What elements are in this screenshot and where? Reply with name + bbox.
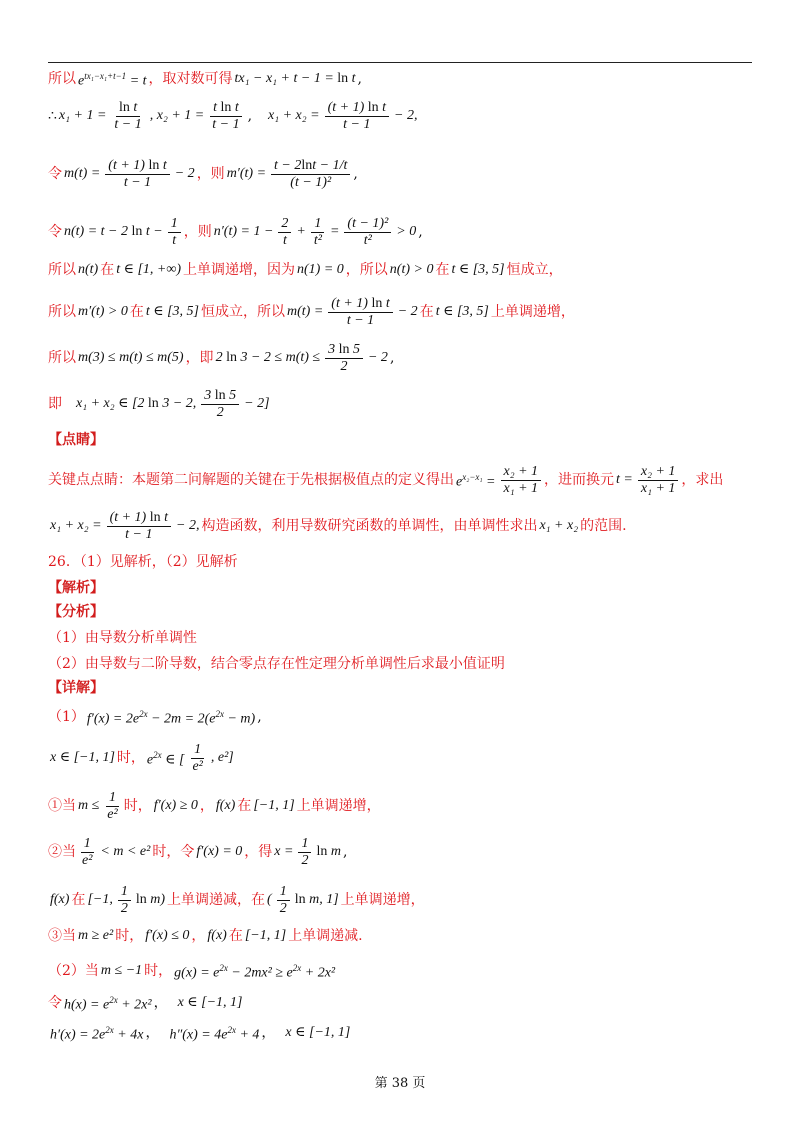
formula: $e^{2x}$ ∈ [ xyxy=(146,750,185,768)
fraction: $\frac{2}{t}$ xyxy=(278,216,291,249)
text: 在 xyxy=(71,892,86,908)
text: 上单调递增， xyxy=(340,892,425,908)
text: 令 xyxy=(48,994,62,1011)
line-23 xyxy=(48,926,363,946)
formula: 2 ln 3 − 2 ≤ m(t) ≤ xyxy=(215,350,321,365)
line-21: ②当 $\frac{1}{\text{e²}}$ < m < e² 时，令 f′(x) = 0 ，得 x = $\frac{1}{2}$ ln m , xyxy=(48,835,348,868)
fraction: $\frac{1}{\text{e²}}$ xyxy=(82,835,93,868)
formula: m ≤ xyxy=(78,798,100,813)
text: ，所以 xyxy=(345,262,388,278)
text: 时， xyxy=(144,962,173,979)
line-11: x₁ + x₂ = $\frac{\text{(t + 1) ln t}}{t - 1}$ − 2, 构造函数，利用导数研究函数的单调性，由单调性求出 x₁ + x₂ 的范围. xyxy=(50,509,627,542)
text: ，求出 xyxy=(681,472,724,488)
formula: t ∈ [1, +∞) xyxy=(116,262,182,277)
formula: m ≥ e² xyxy=(78,928,114,943)
text: 关键点点睛：本题第二问解题的关键在于先根据极值点的定义得出 xyxy=(48,472,454,488)
text: 在 xyxy=(435,262,450,278)
formula: x ∈ [−1, 1] xyxy=(285,1024,351,1040)
formula: m′(t) = xyxy=(226,166,267,181)
formula: t = xyxy=(616,472,633,487)
text: ，进而换元 xyxy=(544,472,615,488)
line-19: x ∈ [−1, 1] 时， $e^{2x}$ ∈ [ $\frac{1}{\text{e²}}$ , e²] xyxy=(50,741,234,774)
line-7: 所以 m(3) ≤ m(t) ≤ m(5) ，即 2 ln 3 − 2 ≤ m(t) ≤ $\frac{3 \ln 5}{2}$ − 2 , xyxy=(48,341,395,374)
line-22: f(x) 在 [−1, $\frac{1}{2}$ ln m) 上单调递减，在 ( $\frac{1}{2}$ ln m, 1] 上单调递增， xyxy=(50,883,425,916)
formula: n(t) xyxy=(78,262,99,277)
fraction: $\frac{1}{2}$ xyxy=(298,836,311,869)
formula: − 2 xyxy=(174,166,195,181)
line-17 xyxy=(48,678,104,698)
page-number: 第 38 页 xyxy=(374,1076,426,1091)
formula: x₁ + x₂ = xyxy=(50,518,102,533)
fraction: $\frac{1}{2}$ xyxy=(118,884,131,917)
text: 所以 xyxy=(48,70,76,87)
text: 所以 xyxy=(48,304,76,320)
formula: x₁ + x₂ ∈ [2 ln 3 − 2, xyxy=(76,396,197,411)
text: ， xyxy=(153,994,168,1011)
text: 在 xyxy=(419,304,434,320)
text: ③当 xyxy=(48,928,76,944)
fraction: $\frac{t - 2\ln t - 1/t}{\text{(t − 1)²}}$ xyxy=(271,158,350,191)
formula: m′(t) > 0 xyxy=(78,304,128,319)
section-heading: 【分析】 xyxy=(48,604,104,620)
fraction: $\frac{3 \ln 5}{2}$ xyxy=(201,388,239,421)
text: （2）由导数与二阶导数，结合零点存在性定理分析单调性后求最小值证明 xyxy=(48,656,505,672)
text: 时， xyxy=(123,798,152,814)
line-1: 所以 $e^{tx_1-x_1+t-1} = t$ ，取对数可得 tx₁ − x₁ + t − 1 = ln t , xyxy=(48,66,362,92)
text: ， xyxy=(145,1024,160,1041)
formula: [−1, 1] xyxy=(253,798,295,813)
formula: tx₁ − x₁ + t − 1 = ln t xyxy=(234,70,356,86)
text: 恒成立， xyxy=(506,262,563,278)
text: 上单调递增， xyxy=(296,798,381,814)
fraction: $\frac{\text{(t + 1) ln t}}{t - 1}$ xyxy=(325,100,389,133)
formula: $e^{tx_1-x_1+t-1} = t$ xyxy=(78,71,147,89)
fraction: $\frac{3 \ln 5}{2}$ xyxy=(325,342,363,375)
formula: f(x) xyxy=(215,798,236,813)
text: 在 xyxy=(100,262,115,278)
text: ②当 xyxy=(48,844,76,860)
text: ①当 xyxy=(48,798,76,814)
fraction: $\frac{1}{\text{e²}}$ xyxy=(107,789,118,822)
line-12 xyxy=(48,552,238,572)
line-2: ∴ x₁ + 1 = $\frac{\text{ln t}}{t - 1}$ , x₂ + 1 = $\frac{\text{t ln t}}{t - 1}$ , x₁ + x₂ = $\frac{\text{(t + 1) ln t}}{t - 1}$ − 2, xyxy=(48,99,418,132)
formula: $e^{x_2-x_1}$ = xyxy=(456,472,496,490)
fraction: $\frac{1}{t}$ xyxy=(168,216,181,249)
formula: $h'(x) = 2e^{2x} + 4x$ xyxy=(50,1025,144,1043)
formula: f′(x) = 0 xyxy=(196,844,243,859)
line-26 xyxy=(48,1020,352,1046)
fraction: $\frac{\text{x₂ + 1}}{\text{x₁ + 1}}$ xyxy=(638,464,679,497)
formula: n′(t) = 1 − xyxy=(213,224,274,239)
formula: x = xyxy=(274,844,294,859)
line-16 xyxy=(48,654,505,674)
formula: − 2, xyxy=(394,108,418,123)
text: 时， xyxy=(115,928,144,944)
formula: [−1, xyxy=(87,892,113,907)
text: 即 xyxy=(48,396,62,412)
text: 上单调递增，因为 xyxy=(183,262,296,278)
text: 恒成立，所以 xyxy=(201,304,285,320)
fraction: $\frac{1}{\text{t²}}$ xyxy=(311,216,325,249)
text: （1） xyxy=(48,708,85,725)
line-3: 令 m(t) = $\frac{\text{(t + 1) ln t}}{t - 1}$ − 2 ，则 m′(t) = $\frac{t - 2\ln t - 1/t}{\text{(t − 1)²}}$ , xyxy=(48,157,358,190)
text: （1）由导数分析单调性 xyxy=(48,630,197,646)
formula: $h(x) = e^{2x} + 2x^2$ xyxy=(64,995,152,1013)
formula: m(t) = xyxy=(287,304,324,319)
fraction: $\frac{\text{(t + 1) ln t}}{t - 1}$ xyxy=(107,510,171,543)
line-13 xyxy=(48,578,104,598)
text: 所以 xyxy=(48,262,76,278)
line-18: （1） $f'(x) = 2e^{2x} - 2m = 2(e^{2x} - m)$ , xyxy=(48,704,262,730)
text: ，则 xyxy=(196,166,225,182)
text: 令 xyxy=(48,224,62,240)
text: ， xyxy=(199,798,214,814)
formula: $f'(x) = 2e^{2x} - 2m = 2(e^{2x} - m)$ xyxy=(86,709,256,727)
formula: m ≤ −1 xyxy=(100,962,143,978)
formula: x₁ + x₂ xyxy=(539,518,579,533)
text: ，则 xyxy=(183,224,212,240)
formula: $h''(x) = 4e^{2x} + 4$ xyxy=(169,1025,260,1043)
text: ，得 xyxy=(244,844,273,860)
section-heading: 【点睛】 xyxy=(48,432,104,448)
formula: n(t) > 0 xyxy=(389,262,434,277)
text: 时，令 xyxy=(152,844,195,860)
text: 构造函数，利用导数研究函数的单调性，由单调性求出 xyxy=(201,518,538,534)
line-4: 令 n(t) = t − 2 ln t − $\frac{1}{t}$ ，则 n′(t) = 1 − $\frac{2}{t}$ + $\frac{1}{\text{t²}}$ = $\frac{\text{(t − 1)²}}{\text{t²}}$ > 0 , xyxy=(48,215,423,248)
text: 令 xyxy=(48,166,62,182)
fraction: $\frac{\text{x₂ + 1}}{\text{x₁ + 1}}$ xyxy=(501,464,542,497)
formula: f′(x) ≤ 0 xyxy=(145,928,190,943)
formula: t ∈ [3, 5] xyxy=(451,262,505,277)
text: ， xyxy=(261,1024,276,1041)
text: ∴ xyxy=(48,108,57,124)
line-24 xyxy=(48,958,337,984)
text: ， xyxy=(191,928,206,944)
formula: x₁ + x₂ = xyxy=(268,108,320,123)
line-14 xyxy=(48,602,104,622)
line-9 xyxy=(48,430,104,450)
formula: m(t) = xyxy=(64,166,101,181)
fraction: $\frac{\text{ln t}}{t - 1}$ xyxy=(114,99,142,132)
text: 所以 xyxy=(48,350,76,366)
text: 的范围. xyxy=(580,518,627,534)
formula: , x₂ + 1 = xyxy=(149,108,205,123)
formula: $g(x) = e^{2x} - 2mx^2 \ge e^{2x} + 2x^2$ xyxy=(174,963,336,981)
text: 上单调递减. xyxy=(288,928,363,944)
text: 上单调递减，在 xyxy=(167,892,266,908)
formula: t ∈ [3, 5] xyxy=(145,304,199,319)
text: 在 xyxy=(228,928,243,944)
line-6: 所以 m′(t) > 0 在 t ∈ [3, 5] 恒成立，所以 m(t) = $\frac{\text{(t + 1) ln t}}{t - 1}$ − 2 在 t ∈ [3, 5] 上单调递增， xyxy=(48,295,575,328)
formula: f′(x) ≥ 0 xyxy=(153,798,198,813)
line-10 xyxy=(48,460,723,500)
formula: x₁ + 1 = xyxy=(58,108,107,123)
text: 上单调递增， xyxy=(490,304,575,320)
line-25 xyxy=(48,990,244,1016)
formula: f(x) xyxy=(50,892,70,907)
section-heading: 【详解】 xyxy=(48,680,104,696)
formula: x ∈ [−1, 1] xyxy=(50,750,115,765)
line-20 xyxy=(48,786,381,826)
formula: n(t) = t − 2 ln t − xyxy=(64,224,163,239)
text: 在 xyxy=(129,304,144,320)
fraction: $\frac{\text{(t − 1)²}}{\text{t²}}$ xyxy=(344,216,391,249)
formula: f(x) xyxy=(207,928,227,943)
fraction: $\frac{\text{(t + 1) ln t}}{t - 1}$ xyxy=(328,296,392,329)
line-15 xyxy=(48,628,197,648)
fraction: $\frac{\text{(t + 1) ln t}}{t - 1}$ xyxy=(105,158,169,191)
text: ，取对数可得 xyxy=(148,70,233,87)
answer-line: 26．（1）见解析，（2）见解析 xyxy=(48,554,238,570)
section-heading: 【解析】 xyxy=(48,580,104,596)
formula: < m < e² xyxy=(100,844,151,859)
text: ，即 xyxy=(185,350,214,366)
formula: ( xyxy=(267,892,272,907)
formula: m(3) ≤ m(t) ≤ m(5) xyxy=(78,350,184,365)
fraction: $\frac{\text{t ln t}}{t - 1}$ xyxy=(209,100,242,133)
fraction: $\frac{1}{\text{e²}}$ xyxy=(192,741,203,774)
formula: x ∈ [−1, 1] xyxy=(177,994,243,1010)
formula: [−1, 1] xyxy=(244,928,287,943)
text: 在 xyxy=(237,798,252,814)
text: 时， xyxy=(116,750,145,766)
fraction: $\frac{1}{2}$ xyxy=(277,884,290,917)
top-rule xyxy=(48,62,752,63)
line-8: 即 x₁ + x₂ ∈ [2 ln 3 − 2, $\frac{3 \ln 5}{2}$ − 2] xyxy=(48,387,270,420)
text: （2）当 xyxy=(48,962,99,979)
formula: n(1) = 0 xyxy=(297,262,344,277)
line-5 xyxy=(48,260,563,280)
formula: t ∈ [3, 5] xyxy=(435,304,489,319)
